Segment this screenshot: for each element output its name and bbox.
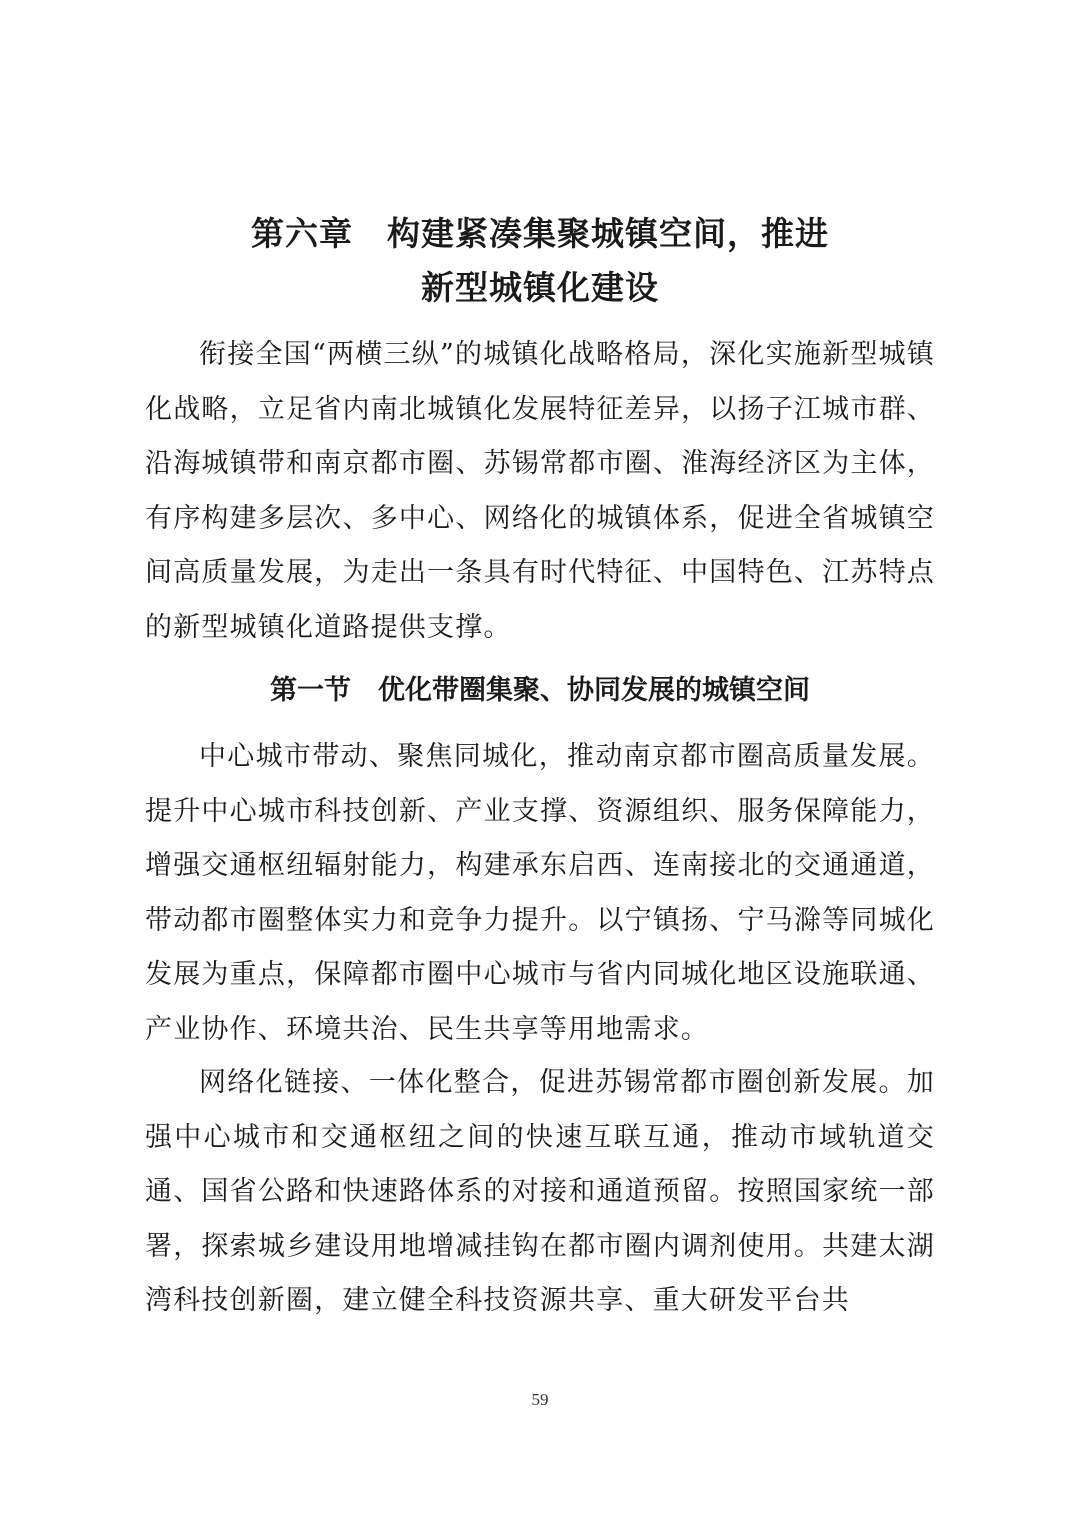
chapter-intro-paragraph: 衔接全国“两横三纵”的城镇化战略格局，深化实施新型城镇化战略，立足省内南北城镇化发展特征差异，以扬子江城市群、沿海城镇带和南京都市圈、苏锡常都市圈、淮海经济区为主体，有序构建多层次、多中心、网络化的城镇体系，促进全省城镇空间高质量发展，为走出一条具有时代特征、中国特色、江苏特点的新型城镇化道路提供支撑。: [145, 339, 935, 643]
section-title: 第一节 优化带圈集聚、协同发展的城镇空间: [270, 675, 810, 706]
chapter-title-line-1: 第六章 构建紧凑集聚城镇空间，推进: [251, 214, 829, 253]
section-paragraph-1: 中心城市带动、聚焦同城化，推动南京都市圈高质量发展。提升中心城市科技创新、产业支撑、资源组织、服务保障能力，增强交通枢纽辐射能力，构建承东启西、连南接北的交通通道，带动都市圈整体实力和竞争力提升。以宁镇扬、宁马滁等同城化发展为重点，保障都市圈中心城市与省内同城化地区设施联通、产业协作、环境共治、民生共享等用地需求。: [145, 741, 935, 1045]
section-paragraph-2: 网络化链接、一体化整合，促进苏锡常都市圈创新发展。加强中心城市和交通枢纽之间的快速互联互通，推动市域轨道交通、国省公路和快速路体系的对接和通道预留。按照国家统一部署，探索城乡建设用地增减挂钩在都市圈内调剂使用。共建太湖湾科技创新圈，建立健全科技资源共享、重大研发平台共: [145, 1067, 935, 1316]
page-number: 59: [531, 1390, 549, 1409]
chapter-title-line-2: 新型城镇化建设: [421, 268, 659, 307]
